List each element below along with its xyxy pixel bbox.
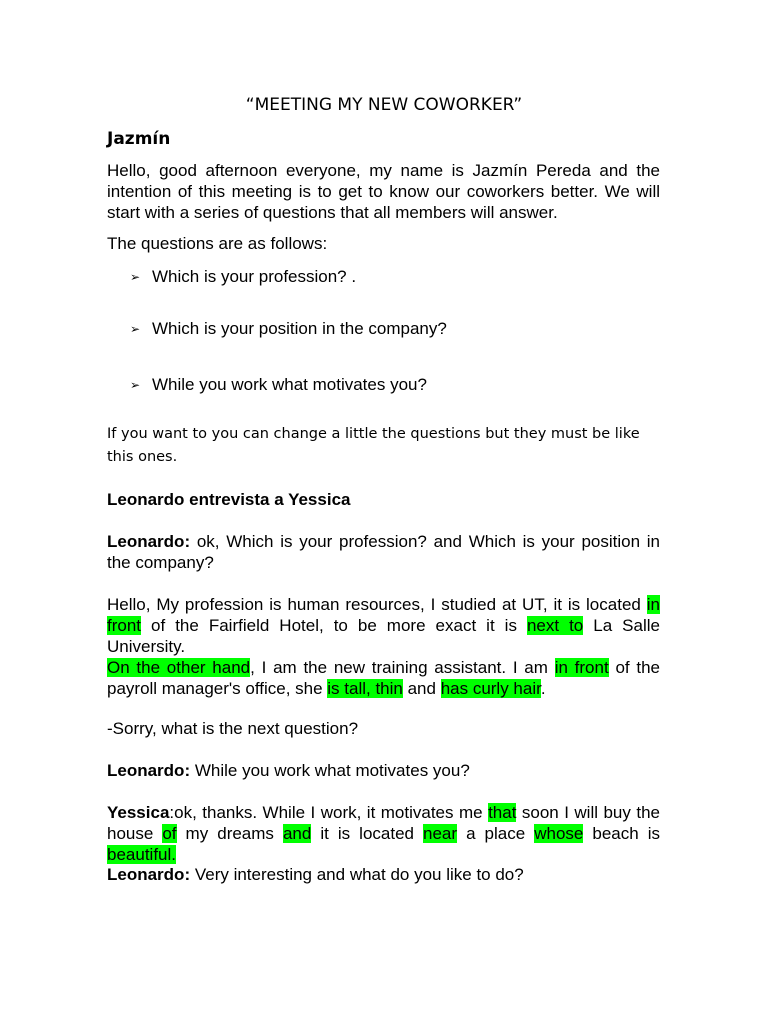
yessica-answer-1 <box>107 594 660 699</box>
question-text: Which is your profession? . <box>152 267 357 286</box>
answer-text: it is located <box>311 824 424 843</box>
answer-text: , I am the new training assistant. I am <box>250 658 555 677</box>
intro-paragraph: Hello, good afternoon everyone, my name is Jazmín Pereda and the intention of this meeting is to get to know our coworkers better. We will start with a series of questions that all members will answer. <box>107 161 660 222</box>
answer-text: beach is <box>583 824 660 843</box>
highlight: has curly hair <box>440 679 541 698</box>
answer-text: a place <box>457 824 535 843</box>
sorry-line: -Sorry, what is the next question? <box>107 719 359 738</box>
questions-intro: The questions are as follows: <box>107 234 328 253</box>
answer-text: my dreams <box>176 824 283 843</box>
question-text: While you work what motivates you? <box>190 761 470 780</box>
answer-text: . <box>540 679 546 698</box>
highlight: beautiful. <box>107 845 176 864</box>
speaker-label: Yessica <box>107 803 170 822</box>
speaker-label: Leonardo: <box>107 761 191 780</box>
arrow-bullet-icon: ➢ <box>130 322 141 336</box>
highlight: in front <box>554 658 609 677</box>
highlight: of <box>162 824 177 843</box>
question-text: ok, Which is your profession? and Which is your position in the company? <box>107 532 660 572</box>
highlight: that <box>488 803 517 822</box>
highlight: and <box>282 824 312 843</box>
answer-text: of the payroll manager's office, she <box>107 658 660 698</box>
question-item <box>130 318 447 340</box>
highlight: On the other hand <box>107 658 251 677</box>
answer-text: soon I will buy the house <box>107 803 660 843</box>
question-item <box>130 374 427 396</box>
answer-text: :ok, thanks. While I work, it motivates me <box>169 803 489 822</box>
question-text: Which is your position in the company? <box>152 319 447 338</box>
document-title: “MEETING MY NEW COWORKER” <box>245 95 523 115</box>
answer-text: of the Fairfield Hotel, to be more exact it is <box>141 616 527 635</box>
speaker-label: Leonardo: <box>107 865 191 884</box>
leonardo-question-2 <box>107 760 660 781</box>
answer-text: Hello, My profession is human resources, I studied at UT, it is located <box>107 595 647 614</box>
question-item <box>130 266 356 288</box>
speaker-label: Leonardo: <box>107 532 191 551</box>
leonardo-question-1 <box>107 531 660 573</box>
highlight: near <box>423 824 458 843</box>
answer-text: La Salle University. <box>107 616 660 656</box>
question-text: While you work what motivates you? <box>152 375 427 394</box>
arrow-bullet-icon: ➢ <box>130 270 141 284</box>
answer-text: and <box>402 679 441 698</box>
arrow-bullet-icon: ➢ <box>130 378 141 392</box>
instruction-note: If you want to you can change a little the questions but they must be like this ones. <box>107 426 640 465</box>
interview-heading: Leonardo entrevista a Yessica <box>107 490 351 509</box>
speaker-heading-jazmin: Jazmín <box>107 129 171 149</box>
highlight: is tall, thin <box>327 679 403 698</box>
highlight: in front <box>107 595 660 635</box>
question-text: Very interesting and what do you like to do? <box>190 865 524 884</box>
yessica-answer-2 <box>107 802 660 865</box>
highlight: whose <box>534 824 584 843</box>
highlight: next to <box>526 616 584 635</box>
leonardo-question-3 <box>107 864 660 885</box>
